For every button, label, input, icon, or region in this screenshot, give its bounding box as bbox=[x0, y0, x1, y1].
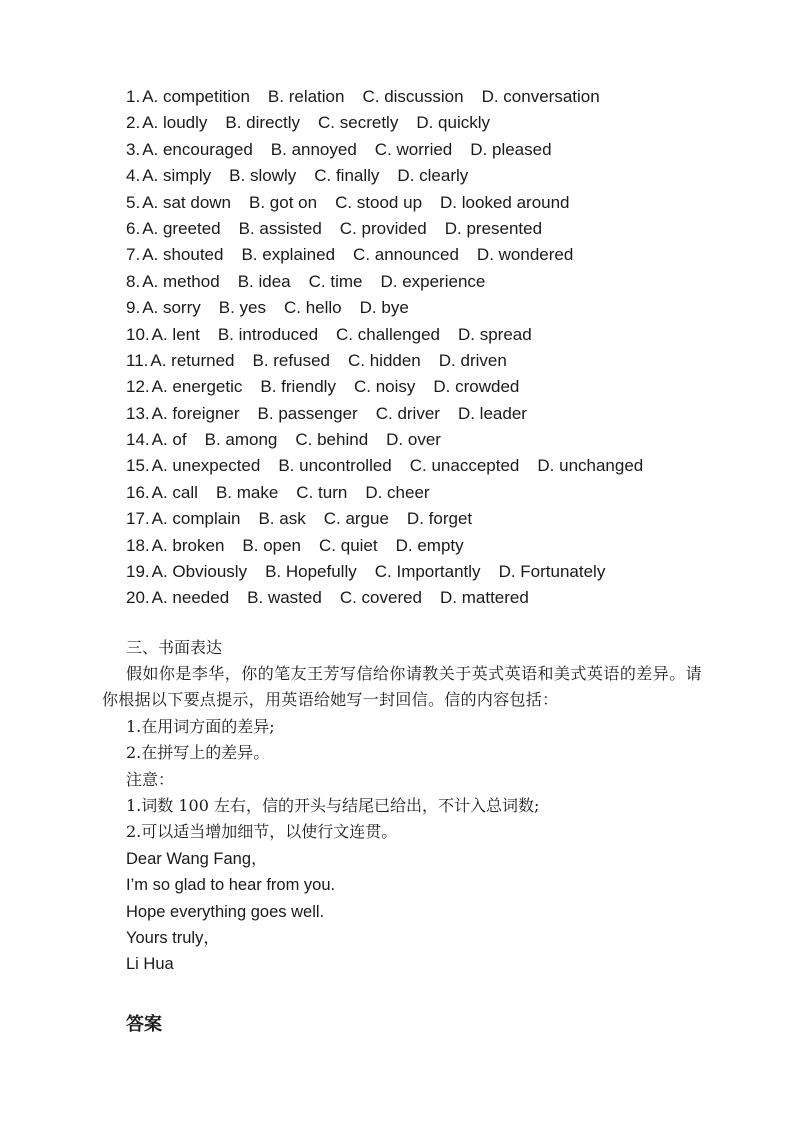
question-row bbox=[126, 533, 661, 559]
answer-option: A. greeted bbox=[142, 218, 221, 238]
answer-option: B. make bbox=[215, 482, 279, 502]
answer-option: A. loudly bbox=[142, 113, 208, 133]
answer-option: B. slowly bbox=[229, 166, 297, 186]
question-row bbox=[126, 137, 661, 163]
answer-option: B. ask bbox=[258, 509, 306, 529]
letter-salutation: Dear Wang Fang， bbox=[126, 849, 268, 868]
choice-options-list bbox=[126, 84, 661, 612]
answer-option: B. among bbox=[204, 430, 278, 450]
answer-option: D. experience bbox=[380, 271, 486, 291]
answer-option: A. unexpected bbox=[151, 456, 261, 476]
answer-option: B. yes bbox=[218, 298, 266, 318]
answer-option: B. explained bbox=[241, 245, 336, 265]
answer-option: D. bye bbox=[359, 298, 409, 318]
answer-option: A. lent bbox=[151, 324, 200, 344]
answer-option: A. broken bbox=[151, 535, 225, 555]
answer-option: A. encouraged bbox=[142, 139, 253, 159]
question-number: 1. bbox=[126, 87, 141, 106]
letter-signature: Li Hua bbox=[126, 955, 174, 974]
answer-option: D. clearly bbox=[397, 166, 469, 186]
question-row bbox=[126, 401, 661, 427]
question-number: 10. bbox=[126, 324, 150, 344]
question-number: 14. bbox=[126, 430, 150, 450]
answer-option: B. idea bbox=[237, 271, 291, 291]
answer-option: A. shouted bbox=[142, 245, 224, 265]
answer-option: D. quickly bbox=[416, 113, 491, 133]
answer-option: A. complain bbox=[151, 509, 241, 529]
answer-option: B. introduced bbox=[217, 324, 319, 344]
answer-option: C. Importantly bbox=[374, 562, 481, 582]
question-row bbox=[126, 190, 661, 216]
question-number: 7. bbox=[126, 245, 141, 265]
answer-option: C. quiet bbox=[319, 535, 378, 555]
answer-option: D. spread bbox=[458, 324, 532, 344]
question-number: 12. bbox=[126, 377, 150, 397]
answer-option: C. secretly bbox=[318, 113, 399, 133]
answer-option: B. Hopefully bbox=[265, 562, 357, 582]
writing-prompt: 假如你是李华，你的笔友王芳写信给你请教关于英式英语和美式英语的差异。请你根据以下要点提示，用英语给她写一封回信。信的内容包括： bbox=[102, 664, 702, 710]
question-row bbox=[126, 216, 661, 242]
answer-heading: 答案 bbox=[126, 1014, 162, 1035]
answer-option: B. directly bbox=[225, 113, 301, 133]
answer-option: A. needed bbox=[151, 588, 230, 608]
answer-option: D. empty bbox=[395, 535, 464, 555]
question-number: 6. bbox=[126, 218, 141, 238]
answer-option: C. covered bbox=[339, 588, 423, 608]
answer-option: D. crowded bbox=[433, 377, 520, 397]
answer-option: C. unaccepted bbox=[409, 456, 520, 476]
answer-option: A. call bbox=[151, 482, 198, 502]
question-number: 5. bbox=[126, 192, 141, 212]
point-2: 2.在拼写上的差异。 bbox=[126, 743, 270, 763]
question-row bbox=[126, 453, 661, 479]
answer-option: D. looked around bbox=[440, 192, 570, 212]
answer-option: A. returned bbox=[150, 350, 235, 370]
question-row bbox=[126, 374, 661, 400]
answer-option: C. worried bbox=[374, 139, 453, 159]
answer-option: A. simply bbox=[142, 166, 212, 186]
answer-option: D. cheer bbox=[365, 482, 430, 502]
answer-option: C. behind bbox=[295, 430, 369, 450]
answer-option: A. competition bbox=[142, 87, 250, 106]
answer-option: D. unchanged bbox=[537, 456, 644, 476]
answer-option: C. challenged bbox=[336, 324, 440, 344]
answer-option: C. turn bbox=[296, 482, 348, 502]
answer-option: D. conversation bbox=[481, 87, 600, 106]
answer-option: C. noisy bbox=[353, 377, 416, 397]
question-row bbox=[126, 242, 661, 268]
answer-option: B. relation bbox=[267, 87, 345, 106]
answer-option: A. sorry bbox=[142, 298, 201, 318]
answer-option: A. method bbox=[142, 271, 220, 291]
answer-option: B. uncontrolled bbox=[278, 456, 392, 476]
question-row bbox=[126, 506, 661, 532]
answer-option: B. refused bbox=[252, 350, 330, 370]
point-1: 1.在用词方面的差异; bbox=[126, 716, 275, 736]
question-row bbox=[126, 427, 661, 453]
question-row bbox=[126, 269, 661, 295]
answer-option: D. forget bbox=[406, 509, 473, 529]
answer-option: B. wasted bbox=[247, 588, 322, 608]
question-number: 9. bbox=[126, 298, 141, 318]
answer-option: D. driven bbox=[438, 350, 507, 370]
note-1: 1.词数 100 左右，信的开头与结尾已给出，不计入总词数; bbox=[126, 795, 540, 815]
answer-option: D. presented bbox=[444, 218, 543, 238]
question-row bbox=[126, 559, 661, 585]
answer-option: D. Fortunately bbox=[498, 562, 606, 582]
question-row bbox=[126, 322, 661, 348]
question-row bbox=[126, 585, 661, 611]
letter-signoff: Yours truly， bbox=[126, 928, 220, 947]
question-row bbox=[126, 480, 661, 506]
answer-option: B. friendly bbox=[260, 377, 336, 397]
question-number: 17. bbox=[126, 509, 150, 529]
question-number: 11. bbox=[126, 350, 149, 370]
answer-option: D. over bbox=[386, 430, 441, 450]
letter-opening: I’m so glad to hear from you. bbox=[126, 876, 336, 895]
answer-option: B. assisted bbox=[238, 218, 322, 238]
answer-option: C. provided bbox=[339, 218, 427, 238]
answer-option: D. pleased bbox=[470, 139, 552, 159]
question-number: 20. bbox=[126, 588, 150, 608]
answer-option: C. stood up bbox=[335, 192, 423, 212]
answer-option: A. foreigner bbox=[151, 403, 240, 423]
question-row bbox=[126, 348, 661, 374]
answer-option: C. discussion bbox=[362, 87, 464, 106]
answer-option: A. of bbox=[151, 430, 187, 450]
answer-option: C. announced bbox=[353, 245, 459, 265]
question-number: 4. bbox=[126, 166, 141, 186]
section-heading: 三、书面表达 bbox=[126, 638, 223, 657]
question-row bbox=[126, 295, 661, 321]
question-number: 2. bbox=[126, 113, 141, 133]
answer-option: D. leader bbox=[457, 403, 527, 423]
question-number: 15. bbox=[126, 456, 150, 476]
answer-option: C. finally bbox=[314, 166, 380, 186]
letter-closing-line: Hope everything goes well. bbox=[126, 902, 325, 921]
answer-option: C. hello bbox=[284, 298, 342, 318]
answer-option: A. energetic bbox=[151, 377, 243, 397]
question-number: 8. bbox=[126, 271, 141, 291]
note-label: 注意： bbox=[126, 769, 175, 789]
answer-option: B. open bbox=[242, 535, 302, 555]
answer-option: B. passenger bbox=[257, 403, 358, 423]
writing-section bbox=[102, 635, 702, 978]
question-number: 18. bbox=[126, 535, 150, 555]
answer-option: B. got on bbox=[249, 192, 318, 212]
answer-option: C. time bbox=[308, 271, 363, 291]
answer-option: A. sat down bbox=[142, 192, 232, 212]
answer-option: C. driver bbox=[375, 403, 440, 423]
note-2: 2.可以适当增加细节，以使行文连贯。 bbox=[126, 822, 398, 842]
answer-option: C. argue bbox=[323, 509, 389, 529]
question-number: 3. bbox=[126, 139, 141, 159]
answer-option: C. hidden bbox=[347, 350, 421, 370]
question-number: 19. bbox=[126, 562, 150, 582]
answer-option: D. mattered bbox=[440, 588, 529, 608]
question-row bbox=[126, 84, 661, 110]
answer-option: A. Obviously bbox=[151, 562, 248, 582]
question-row bbox=[126, 163, 661, 189]
question-number: 13. bbox=[126, 403, 150, 423]
answer-option: B. annoyed bbox=[270, 139, 357, 159]
question-number: 16. bbox=[126, 482, 150, 502]
answer-option: D. wondered bbox=[476, 245, 574, 265]
question-row bbox=[126, 110, 661, 136]
